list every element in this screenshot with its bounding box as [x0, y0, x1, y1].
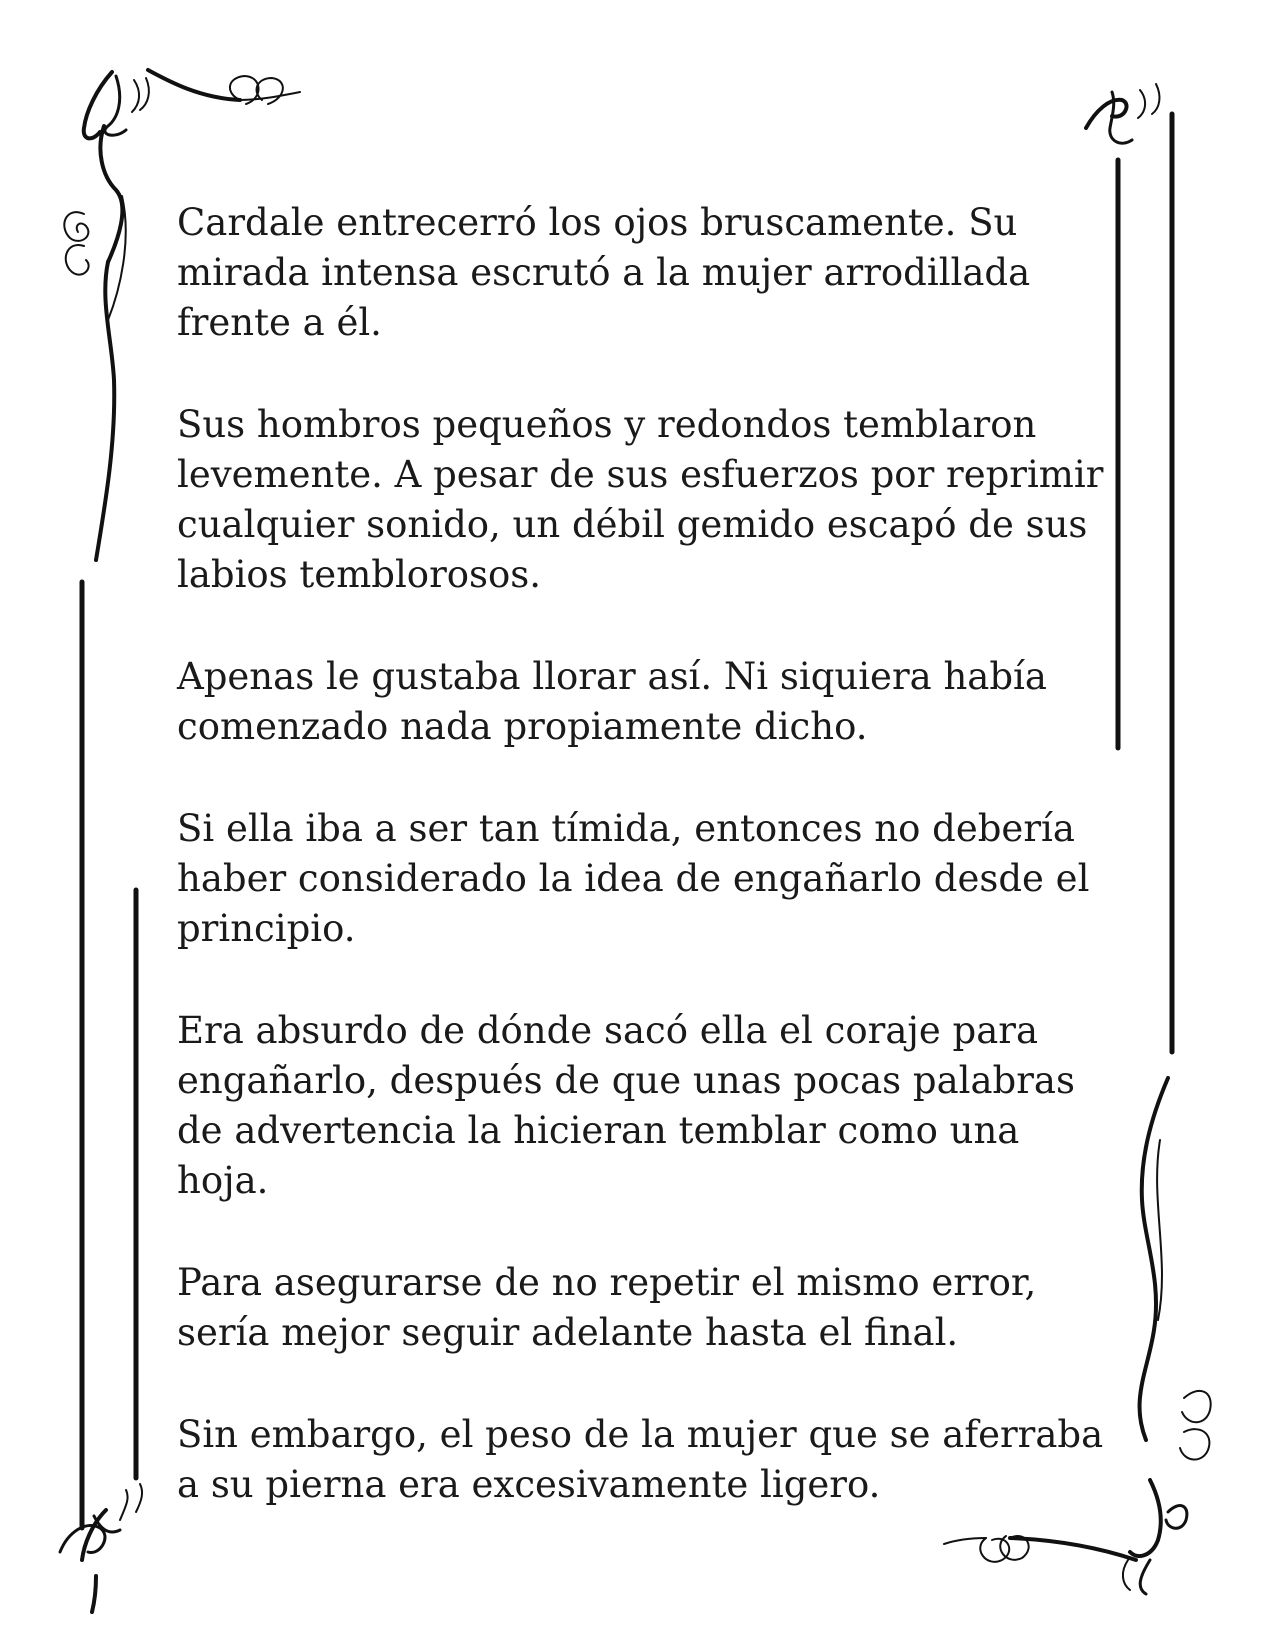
- paragraph: Sus hombros pequeños y redondos temblaron levemente. A pesar de sus esfuerzos por reprimir cualquier sonido, un débil gemido escapó de sus labios temblorosos.: [177, 403, 1104, 596]
- bottom-left-flourish-icon: [60, 1484, 142, 1612]
- paragraph: Apenas le gustaba llorar así. Ni siquiera había comenzado nada propiamente dicho.: [177, 655, 1047, 748]
- paragraph: Si ella iba a ser tan tímida, entonces no debería haber considerado la idea de engañarlo desde el principio.: [177, 807, 1090, 950]
- paragraph: Sin embargo, el peso de la mujer que se aferraba a su pierna era excesivamente ligero.: [177, 1413, 1104, 1506]
- document-body: [177, 198, 1107, 1562]
- paragraph: Para asegurarse de no repetir el mismo error, sería mejor seguir adelante hasta el final.: [177, 1261, 1037, 1354]
- paragraph: Era absurdo de dónde sacó ella el coraje para engañarlo, después de que unas pocas palabras de advertencia la hicieran temblar como una hoja.: [177, 1009, 1075, 1202]
- top-right-flourish-icon: [1086, 84, 1159, 143]
- paragraph: Cardale entrecerró los ojos bruscamente. Su mirada intensa escrutó a la mujer arrodillada frente a él.: [177, 201, 1031, 344]
